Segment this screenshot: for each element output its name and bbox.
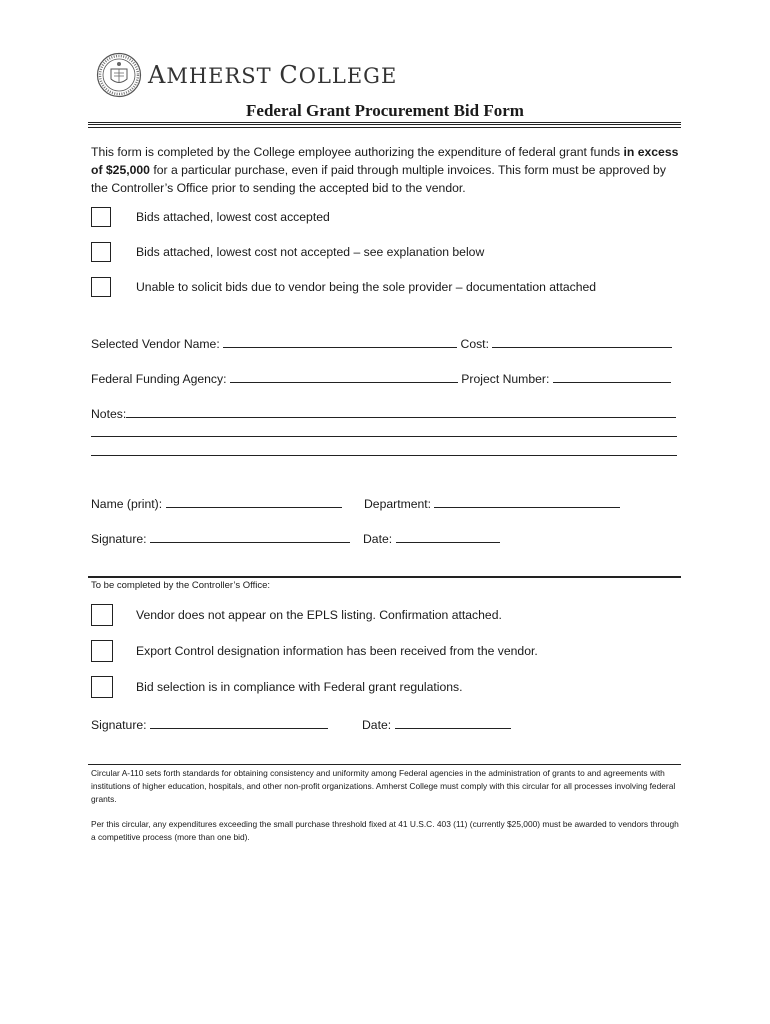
controller-signature-label: Signature:	[91, 718, 150, 732]
college-header	[96, 52, 397, 98]
vendor-cost-line	[91, 335, 672, 351]
bid-option-row	[91, 242, 485, 262]
bid-option-label: Bids attached, lowest cost accepted	[136, 210, 330, 224]
controller-option-label: Vendor does not appear on the EPLS listing. Confirmation attached.	[136, 608, 502, 622]
controller-date-line	[362, 716, 511, 732]
signature-field[interactable]	[150, 530, 350, 543]
date-field[interactable]	[396, 530, 500, 543]
footnote-circular: Circular A-110 sets forth standards for obtaining consistency and uniformity among Federal agencies in the administration of grants to and agreements with institutions of higher education, hospitals, and other non-profit organizations. Amherst College must comply with this circular for all processes involving federal grants.	[91, 768, 676, 804]
footnote-divider	[88, 764, 681, 765]
controller-signature-line	[91, 716, 328, 732]
department-field[interactable]	[434, 495, 620, 508]
vendor-name-field[interactable]	[223, 335, 457, 348]
controller-option-row	[91, 640, 538, 662]
footnote-threshold: Per this circular, any expenditures exceeding the small purchase threshold fixed at 41 U.S.C. 403 (11) (currently $25,000) must be awarded to vendors through a competitive process (more than one bid).	[91, 819, 679, 842]
controller-option-checkbox[interactable]	[91, 676, 113, 698]
controller-section-label: To be completed by the Controller’s Office:	[91, 580, 271, 591]
controller-date-label: Date:	[362, 718, 395, 732]
notes-field[interactable]	[91, 443, 677, 456]
controller-option-checkbox[interactable]	[91, 604, 113, 626]
signature-label: Signature:	[91, 532, 150, 546]
notes-line	[91, 405, 676, 421]
controller-option-label: Bid selection is in compliance with Federal grant regulations.	[136, 680, 463, 694]
cost-label: Cost:	[457, 337, 493, 351]
bid-option-row	[91, 207, 330, 227]
controller-option-row	[91, 604, 502, 626]
name-line	[91, 495, 342, 511]
notes-field[interactable]	[91, 424, 677, 437]
bid-option-checkbox[interactable]	[91, 207, 111, 227]
controller-signature-field[interactable]	[150, 716, 328, 729]
project-number-label: Project Number:	[457, 372, 553, 386]
department-label: Department:	[364, 497, 435, 511]
vendor-name-label: Selected Vendor Name:	[91, 337, 224, 351]
funding-agency-label: Federal Funding Agency:	[91, 372, 230, 386]
notes-field[interactable]	[126, 405, 676, 418]
department-line	[364, 495, 620, 511]
name-print-label: Name (print):	[91, 497, 166, 511]
agency-project-line	[91, 370, 671, 386]
college-seal-icon	[96, 52, 142, 98]
project-number-field[interactable]	[553, 370, 671, 383]
name-print-field[interactable]	[166, 495, 342, 508]
funding-agency-field[interactable]	[230, 370, 458, 383]
bid-option-checkbox[interactable]	[91, 277, 111, 297]
form-title: Federal Grant Procurement Bid Form	[246, 101, 524, 120]
notes-line	[91, 443, 677, 459]
controller-option-checkbox[interactable]	[91, 640, 113, 662]
bid-option-label: Bids attached, lowest cost not accepted – see explanation below	[136, 245, 485, 259]
bid-option-checkbox[interactable]	[91, 242, 111, 262]
cost-field[interactable]	[492, 335, 672, 348]
controller-divider	[88, 576, 681, 578]
date-line	[363, 530, 500, 546]
bid-option-row	[91, 277, 597, 297]
notes-line	[91, 424, 677, 440]
title-divider	[88, 122, 681, 128]
bid-option-label: Unable to solicit bids due to vendor being the sole provider – documentation attached	[136, 280, 597, 294]
date-label: Date:	[363, 532, 396, 546]
signature-line	[91, 530, 350, 546]
controller-option-row	[91, 676, 463, 698]
notes-label: Notes:	[91, 407, 127, 421]
intro-paragraph: This form is completed by the College employee authorizing the expenditure of federal grant funds in excess of $25,000 for a particular purchase, even if paid through multiple invoices. This form must be approved by the Controller’s Office prior to sending the accepted bid to the vendor.	[91, 145, 679, 195]
college-name: AMHERST COLLEGE	[148, 61, 398, 89]
controller-date-field[interactable]	[395, 716, 511, 729]
controller-option-label: Export Control designation information has been received from the vendor.	[136, 644, 538, 658]
